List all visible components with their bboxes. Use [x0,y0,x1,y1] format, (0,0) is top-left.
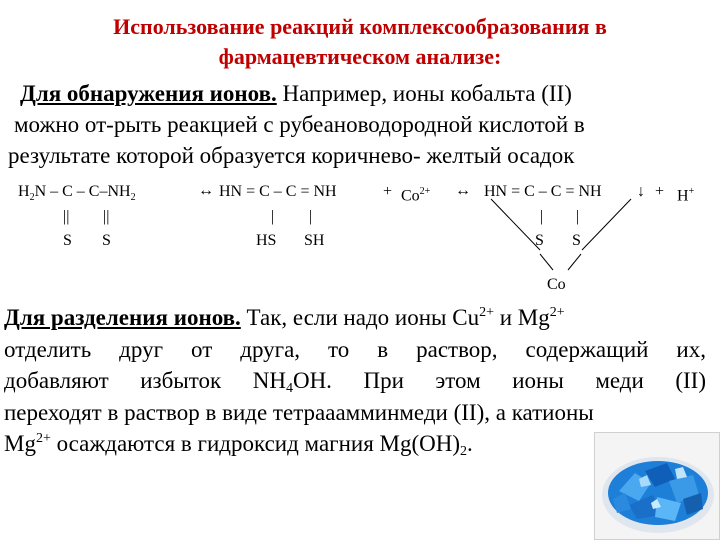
detection-line-2: можно от-рыть реакцией с рубеановодородной кислотой в [14,112,585,137]
single-bond-4: | [576,208,580,225]
single-bond-1: | [271,208,275,225]
separation-line-4: переходят в раствор в виде тетрааамминмеди (II), а катионы [4,399,594,425]
precipitate-arrow: ↓ [637,183,645,200]
blue-crystals-photo [594,432,720,540]
thiol-hs: HS [256,232,277,249]
thiol-sh: SH [304,232,325,249]
detection-line-1-text: Например, ионы кобальта (II) [276,81,572,106]
detection-line-3: результате которой образуется коричнево- желтый осадок [8,143,575,168]
separation-line-3: добавляют избыток $NH_4OH$. При этом ионы меди (II) [4,368,706,396]
sulfur-4: S [572,232,581,249]
plus-sign-1: + [383,183,393,200]
plus-sign-2: + [655,183,665,200]
title-line-1: Использование реакций комплексообразования в [113,14,607,39]
equilibrium-arrow-2: ↔ [455,182,471,199]
sulfur-2: S [102,232,111,249]
chelate-line-right [582,199,631,250]
double-bond-2: || [103,208,110,225]
separation-heading: Для разделения ионов. [4,305,241,330]
s-co-bond-right [568,254,581,270]
sulfur-1: S [63,232,72,249]
sulfur-3: S [535,232,544,249]
separation-line-2: отделить друг от друга, то в раствор, содержащий их, [4,336,706,362]
chelate-line-left [491,199,540,250]
cobalt-center: Co [547,276,566,293]
single-bond-2: | [309,208,313,225]
separation-line-5: $Mg^{2+}$ осаждаются в гидроксид магния $Mg(OH)_2$. [4,431,473,459]
s-co-bond-left [540,254,553,270]
separation-line-1: Для разделения ионов. Так, если надо ионы $Cu^{2+}$ и $Mg^{2+}$ [4,305,565,330]
title-line-2: фармацевтическом анализе: [218,44,502,69]
intermediate-formula: HN = C – C = NH [219,183,337,200]
reactant-formula: $H_2N$ – C – $C-NH_2$ [18,183,136,204]
single-bond-3: | [540,208,544,225]
double-bond-1: || [63,208,70,225]
detection-heading: Для обнаружения ионов. [20,81,277,106]
product-formula: HN = C – C = NH [484,183,602,200]
proton: H+ [677,186,695,205]
crystals-image [595,433,720,540]
equilibrium-arrow-1: ↔ [198,182,214,199]
cobalt-ion: $Co^{2+}$ [401,186,431,205]
